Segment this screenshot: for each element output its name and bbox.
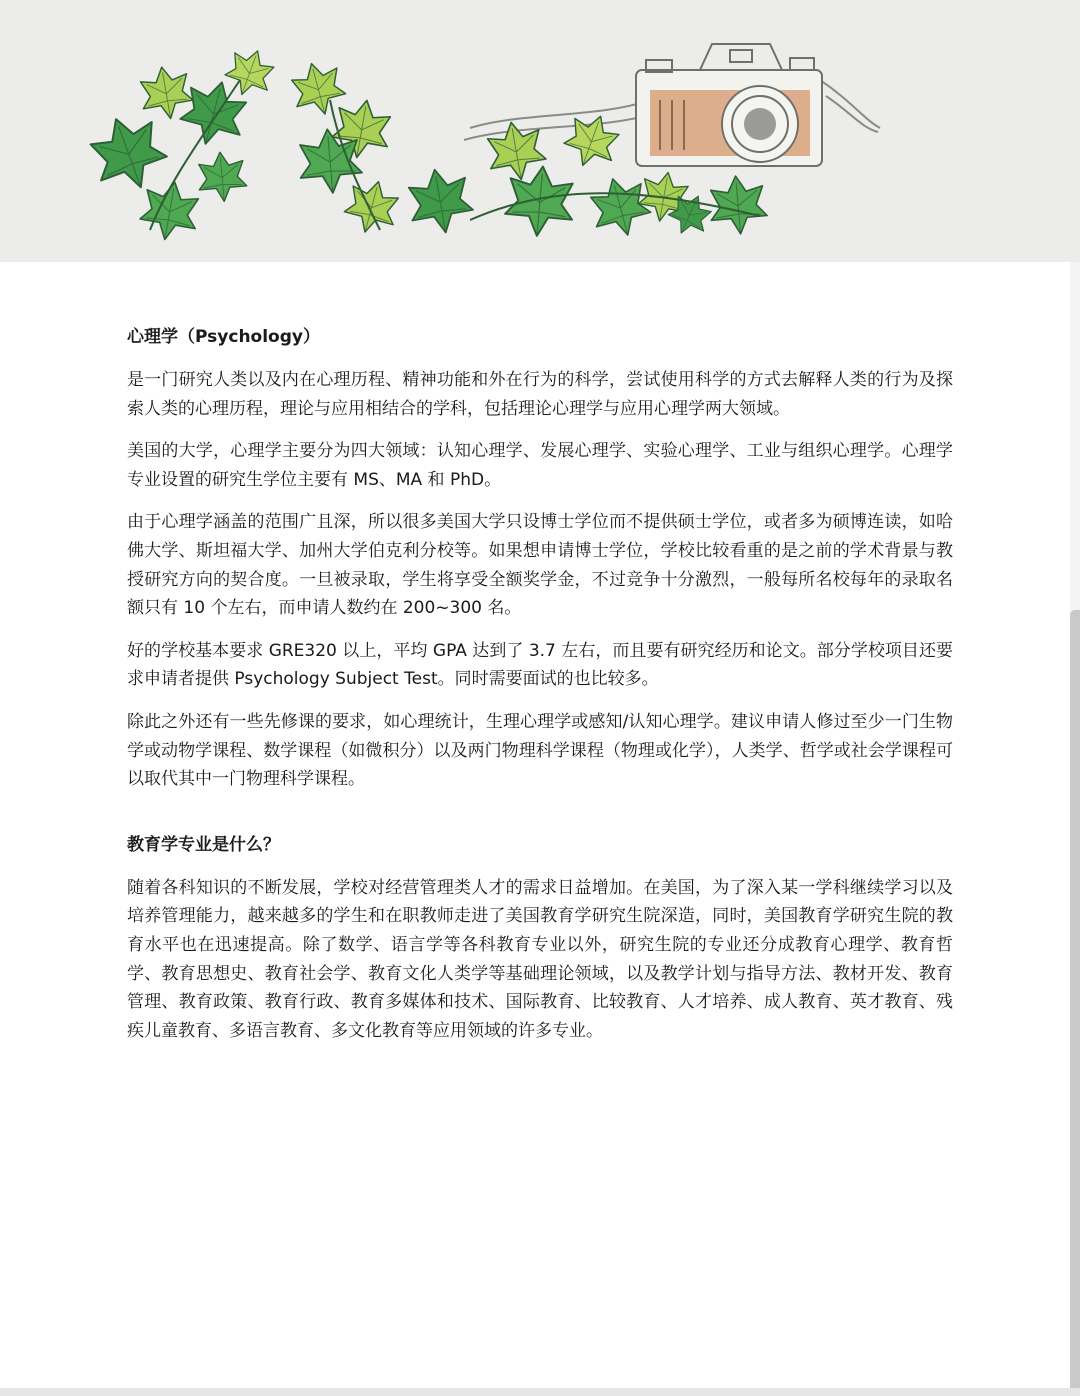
section-heading: 教育学专业是什么？ xyxy=(127,834,280,855)
paragraph: 随着各科知识的不断发展，学校对经营管理类人才的需求日益增加。在美国，为了深入某一学科继续学习以及培养管理能力，越来越多的学生和在职教师走进了美国教育学研究生院深造，同时，美国教育学研究生院的教育水平也在迅速提高。除了数学、语言学等各科教育专业以外，研究生院的专业还分成教育心理学、教育哲学、教育思想史、教育社会学、教育文化人类学等基础理论领域，以及教学计划与指导方法、教材开发、教育管理、教育政策、教育行政、教育多媒体和技术、国际教育、比较教育、人才培养、成人教育、英才教育、残疾儿童教育、多语言教育、多文化教育等应用领域的许多专业。 xyxy=(127,877,953,1041)
paragraph: 是一门研究人类以及内在心理历程、精神功能和外在行为的科学，尝试使用科学的方式去解释人类的行为及探索人类的心理历程，理论与应用相结合的学科，包括理论心理学与应用心理学两大领域。 xyxy=(127,370,953,419)
article-body xyxy=(127,322,953,1059)
header-banner xyxy=(0,0,1080,262)
section-psychology xyxy=(127,322,953,794)
paragraph: 美国的大学，心理学主要分为四大领域：认知心理学、发展心理学、实验心理学、工业与组织心理学。心理学专业设置的研究生学位主要有 MS、MA 和 PhD。 xyxy=(127,441,953,490)
ivy-leaves-left xyxy=(83,43,279,244)
ivy-leaves-middle xyxy=(287,57,476,238)
paragraph: 好的学校基本要求 GRE320 以上，平均 GPA 达到了 3.7 左右，而且要有研究经历和论文。部分学校项目还要求申请者提供 Psychology Subject Test。同时需要面试的也比较多。 xyxy=(127,640,953,690)
scrollbar-thumb[interactable] xyxy=(1070,610,1080,1396)
section-spacer xyxy=(127,808,953,830)
section-heading: 心理学（Psychology） xyxy=(127,327,320,347)
ivy-camera-illustration xyxy=(0,0,1080,262)
camera-drawing xyxy=(636,44,822,166)
page-bottom-edge xyxy=(0,1388,1080,1396)
section-education xyxy=(127,830,953,1046)
paragraph: 由于心理学涵盖的范围广且深，所以很多美国大学只设博士学位而不提供硕士学位，或者多为硕博连读，如哈佛大学、斯坦福大学、加州大学伯克利分校等。如果想申请博士学位，学校比较看重的是之前的学术背景与教授研究方向的契合度。一旦被录取，学生将享受全额奖学金，不过竞争十分激烈，一般每所名校每年的录取名额只有 10 个左右，而申请人数约在 200~300 名。 xyxy=(127,512,953,619)
paragraph: 除此之外还有一些先修课的要求，如心理统计，生理心理学或感知/认知心理学。建议申请人修过至少一门生物学或动物学课程、数学课程（如微积分）以及两门物理科学课程（物理或化学），人类学、哲学或社会学课程可以取代其中一门物理科学课程。 xyxy=(127,711,953,790)
